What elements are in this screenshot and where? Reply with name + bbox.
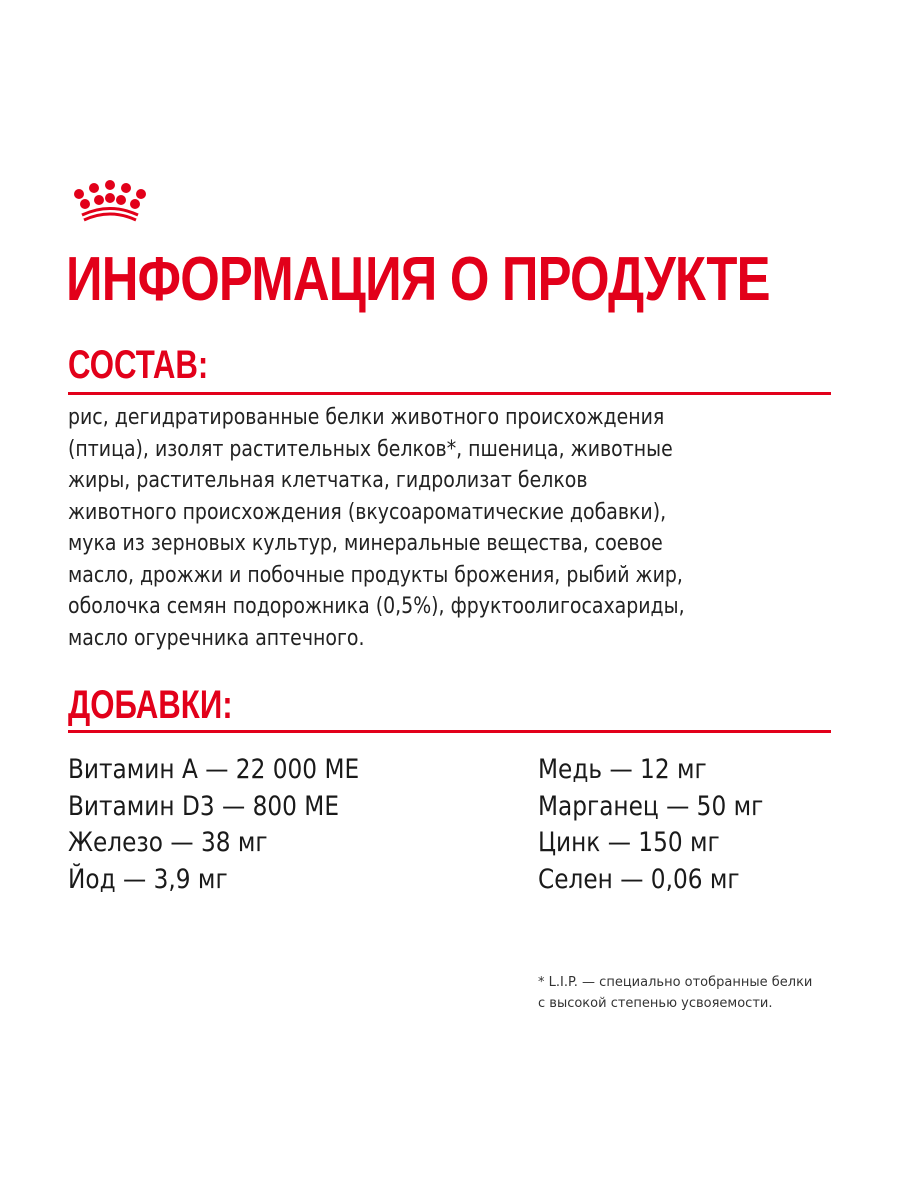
additive-item: Витамин D3 — 800 МЕ [68,790,339,822]
composition-line: животного происхождения (вкусоароматические добавки), [68,499,667,525]
additive-item: Витамин А — 22 000 МЕ [68,754,360,785]
composition-line: масло, дрожжи и побочные продукты брожения, рыбий жир, [68,562,683,588]
composition-line: (птица), изолят растительных белков*, пшеница, животные [68,436,673,462]
additive-item: Йод — 3,9 мг [68,863,228,895]
additives-heading: ДОБАВКИ: [68,683,233,727]
additive-item: Медь — 12 мг [538,754,707,785]
footnote-line: с высокой степенью усвояемости. [538,996,773,1011]
composition-divider [68,392,831,395]
additive-item: Железо — 38 мг [68,827,268,858]
additive-item: Цинк — 150 мг [538,827,720,858]
page-title: ИНФОРМАЦИЯ О ПРОДУКТЕ [66,245,770,314]
footnote [538,972,812,1014]
composition-heading: СОСТАВ: [68,343,209,387]
crown-icon [70,180,150,224]
additives-left-column [68,752,407,898]
additive-item: Селен — 0,06 мг [538,863,740,895]
composition-line: оболочка семян подорожника (0,5%), фруктоолигосахариды, [68,594,685,619]
composition-line: жиры, растительная клетчатка, гидролизат белков [68,468,588,493]
additives-right-column [538,752,800,898]
composition-line: рис, дегидратированные белки животного происхождения [68,405,665,430]
additives-divider [68,730,831,733]
composition-line: масло огуречника аптечного. [68,625,365,651]
composition-line: мука из зерновых культур, минеральные вещества, соевое [68,531,663,556]
composition-text [68,402,868,654]
footnote-line: * L.I.P. — специально отобранные белки [538,975,813,990]
additive-item: Марганец — 50 мг [538,790,764,822]
